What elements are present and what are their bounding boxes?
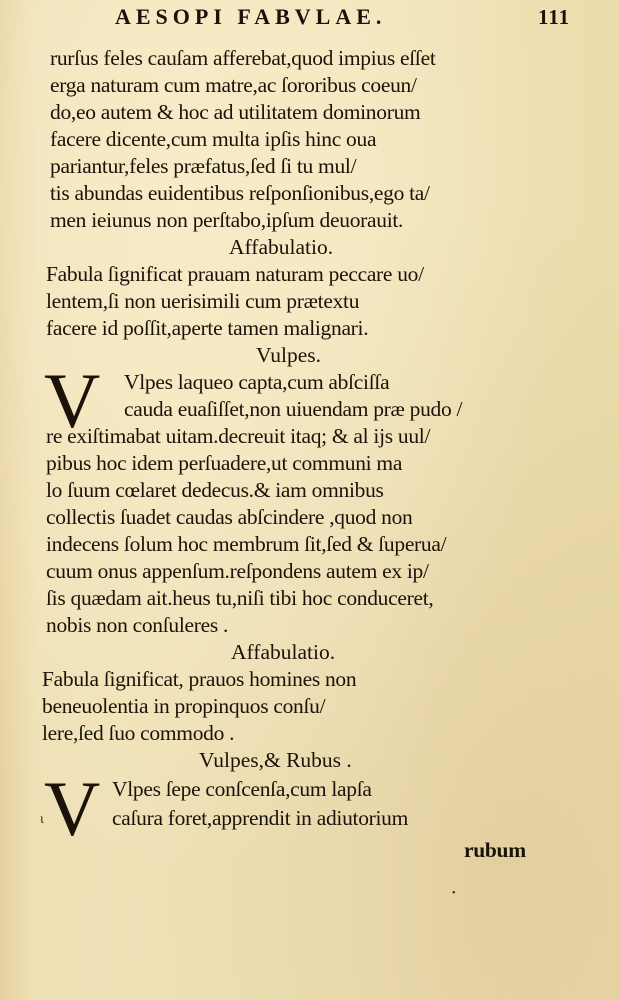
fable-title: Vulpes,& Rubus .	[199, 748, 352, 772]
text-line: men ieiunus non perſtabo,ipſum deuorauit.	[50, 208, 404, 232]
text-line: lere,ſed ſuo commodo .	[42, 721, 235, 745]
text-line: re exiſtimabat uitam.decreuit itaq; & al ijs uul/	[46, 424, 431, 448]
text-line: tis abundas euidentibus reſponſionibus,ego ta/	[50, 181, 430, 205]
drop-initial: V	[44, 765, 99, 852]
text-line: Vlpes ſepe conſcenſa,cum lapſa	[112, 777, 372, 801]
text-line: cauda euaſiſſet,non uiuendam præ pudo /	[124, 397, 463, 421]
section-heading: Affabulatio.	[231, 640, 336, 664]
text-line: facere id poſſit,aperte tamen malignari.	[46, 316, 369, 340]
text-line: ſis quædam ait.heus tu,niſi tibi hoc conduceret,	[46, 586, 434, 610]
text-line: lentem,ſi non uerisimili cum prætextu	[46, 289, 360, 313]
text-line: facere dicente,cum multa ipſis hinc oua	[50, 127, 377, 151]
text-line: caſura foret,apprendit in adiutorium	[112, 806, 409, 830]
text-line: lo ſuum cœlaret dedecus.& iam omnibus	[46, 478, 384, 502]
running-title: AESOPI FABVLAE.	[115, 4, 387, 29]
text-line: pariantur,feles præfatus,ſed ſi tu mul/	[50, 154, 357, 178]
text-line: rurſus feles cauſam afferebat,quod impius eſſet	[50, 46, 436, 70]
text-line: pibus hoc idem perſuadere,ut communi ma	[46, 451, 403, 475]
text-line: nobis non conſuleres .	[46, 613, 229, 637]
drop-initial: V	[44, 357, 99, 444]
text-line: indecens ſolum hoc membrum ſit,ſed & ſuperua/	[46, 532, 447, 556]
ink-speck: •	[452, 888, 456, 899]
page-number: 111	[538, 5, 571, 29]
text-line: collectis ſuadet caudas abſcindere ,quod non	[46, 505, 413, 529]
text-line: erga naturam cum matre,ac ſororibus coeun/	[50, 73, 417, 97]
section-heading: Affabulatio.	[229, 235, 334, 259]
text-line: beneuolentia in propinquos conſu/	[42, 694, 326, 718]
text-line: Fabula ſignificat, prauos homines non	[42, 667, 357, 691]
text-line: do,eo autem & hoc ad utilitatem dominorum	[50, 100, 421, 124]
printer-mark: ι	[40, 812, 44, 827]
fable-title: Vulpes.	[256, 343, 321, 367]
text-line: cuum onus appenſum.reſpondens autem ex ip/	[46, 559, 429, 583]
catchword: rubum	[464, 838, 526, 862]
text-line: Vlpes laqueo capta,cum abſciſſa	[124, 370, 390, 394]
text-line: Fabula ſignificat prauam naturam peccare uo/	[46, 262, 424, 286]
